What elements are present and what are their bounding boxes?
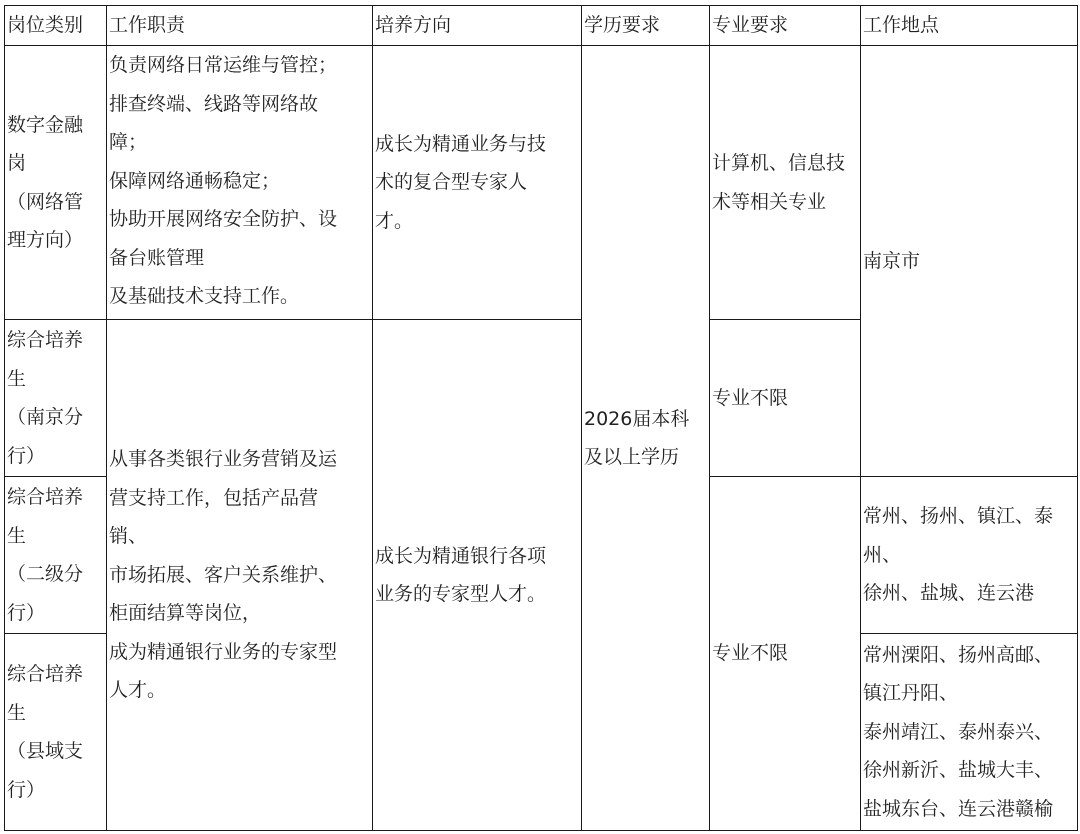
header-direction: 培养方向 [373,6,582,46]
header-category: 岗位类别 [5,6,107,46]
text-line: 常州、扬州、镇江、泰 [863,505,1054,528]
header-education: 学历要求 [582,6,710,46]
text-line: 综合培养 [7,663,84,685]
text-line: 才。 [375,209,414,232]
direction-cell-general [373,320,582,831]
text-line: 行） [7,778,46,801]
text-line: （县域支 [7,740,84,762]
text-line: 泰州靖江、泰州泰兴、 [863,720,1054,743]
duties-cell [107,46,373,320]
text-line: 成长为精通业务与技 [375,132,547,155]
text-line: 备台账管理 [109,246,205,269]
text-line: 专业不限 [712,642,789,665]
text-line: 市场拓展、客户关系维护、 [109,563,338,586]
text-line: 岗 [7,152,27,174]
text-line: 业务的专家型人才。 [375,583,547,605]
text-line: 排查终端、线路等网络故 [109,92,319,115]
text-line: 营支持工作，包括产品营 [109,486,319,509]
text-line: 常州溧阳、扬州高邮、 [863,643,1054,666]
direction-cell [373,46,582,320]
category-cell [5,46,107,320]
text-line: 负责网络日常运维与管控； [109,54,338,76]
text-line: （南京分 [7,406,84,428]
duties-cell-general [107,320,373,831]
text-line: 计算机、信息技 [712,152,846,174]
text-line: 数字金融 [7,113,84,136]
header-location: 工作地点 [861,6,1078,46]
text-line: 州、 [863,543,902,566]
text-line: 成长为精通银行各项 [375,544,547,567]
major-cell-general [710,477,861,831]
location-cell [861,477,1078,634]
text-line: 理方向） [7,229,84,251]
text-line: 销、 [109,525,148,548]
text-line: （二级分 [7,563,84,585]
text-line: 行） [7,444,46,467]
text-line: 从事各类银行业务营销及运 [109,448,338,471]
text-line: 协助开展网络安全防护、设 [109,208,338,230]
text-line: 专业不限 [712,386,789,409]
text-line: 柜面结算等岗位， [109,602,262,625]
location-cell [861,634,1078,831]
text-line: 生 [7,367,27,390]
category-cell [5,477,107,634]
text-line: 生 [7,524,27,547]
education-cell [582,46,710,831]
text-line: 综合培养 [7,486,84,508]
text-line: 徐州新沂、盐城大丰、 [863,759,1054,782]
major-cell [710,320,861,477]
text-line: 盐城东台、连云港赣榆 [863,797,1054,820]
text-line: 及以上学历 [584,446,680,468]
header-major: 专业要求 [710,6,861,46]
major-cell [710,46,861,320]
text-line: 人才。 [109,679,167,702]
text-line: 保障网络通畅稳定； [109,169,281,192]
text-line: 徐州、盐城、连云港 [863,582,1035,605]
category-cell [5,634,107,831]
location-cell-nanjing [861,46,1078,477]
header-duties: 工作职责 [107,6,373,46]
recruitment-table [4,5,1078,831]
text-line: 生 [7,701,27,724]
text-line: 2026届本科 [584,407,690,430]
text-line: 术的复合型专家人 [375,171,528,194]
text-line: 术等相关专业 [712,190,827,213]
text-line: 镇江丹阳、 [863,682,959,705]
text-line: 南京市 [863,249,921,272]
category-cell [5,320,107,477]
text-line: 行） [7,601,46,624]
text-line: 障； [109,131,148,153]
text-line: （网络管 [7,190,84,213]
text-line: 及基础技术支持工作。 [109,285,300,307]
text-line: 综合培养 [7,329,84,351]
text-line: 成为精通银行业务的专家型 [109,640,338,663]
